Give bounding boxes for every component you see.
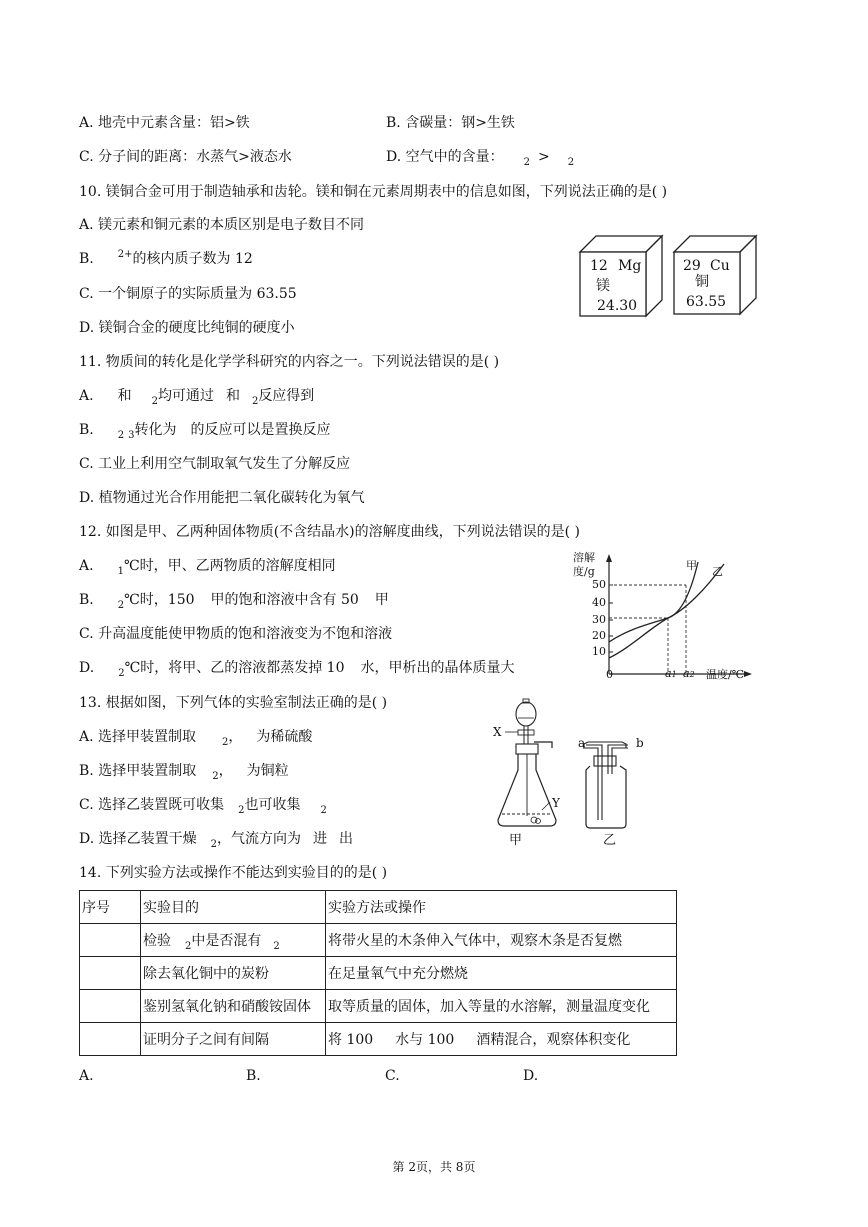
page-footer: 第 2页，共 8页 <box>392 1160 476 1174</box>
q13-option-d: D. 选择乙装置干燥 $_2$，气流方向为 进 出 <box>79 831 354 850</box>
q13-stem: 13. 根据如图，下列气体的实验室制法正确的是( ) <box>79 695 388 711</box>
table-row <box>80 1023 677 1056</box>
table-cell: 将带火星的木条伸入气体中，观察木条是否复燃 <box>326 924 677 957</box>
q11-option-a: A. 和 $_2$均可通过 和 $_2$反应得到 <box>79 388 315 407</box>
cu-mass: 63.55 <box>686 294 727 310</box>
q9-option-d: D. 空气中的含量： $_2$ > $_2$ <box>386 149 575 168</box>
graph-curve-yi-label: 乙 <box>712 565 723 578</box>
graph-xlabel: 温度/℃ <box>706 668 745 681</box>
graph-ytick-50: 50 <box>592 578 606 591</box>
graph-ytick-30: 30 <box>592 613 606 626</box>
graph-xtick-a2: a2 <box>683 667 695 680</box>
q11-stem: 11. 物质间的转化是化学学科研究的内容之一。下列说法错误的是( ) <box>79 354 500 370</box>
q9-option-b: B. 含碳量：钢>生铁 <box>386 115 515 131</box>
table-cell: 在足量氧气中充分燃烧 <box>326 957 677 990</box>
table-cell: 将 100 水与 100 酒精混合，观察体积变化 <box>326 1023 677 1056</box>
q13-option-c: C. 选择乙装置既可收集 $_2$也可收集 $_2$ <box>79 797 327 816</box>
q10-stem: 10. 镁铜合金可用于制造轴承和齿轮。镁和铜在元素周期表中的信息如图，下列说法正确的是( ) <box>79 184 668 200</box>
q11-option-d: D. 植物通过光合作用能把二氧化碳转化为氧气 <box>79 490 365 506</box>
cu-symbol: Cu <box>710 258 730 274</box>
fig-label-y: Y <box>552 796 560 810</box>
q12-stem: 12. 如图是甲、乙两种固体物质(不含结晶水)的溶解度曲线，下列说法错误的是( ) <box>79 524 581 540</box>
mg-number: 12 <box>590 258 608 274</box>
graph-xtick-a1: a1 <box>665 667 677 680</box>
q13-option-a: A. 选择甲装置制取 $_2$， 为稀硫酸 <box>79 729 313 748</box>
table-cell <box>80 990 141 1023</box>
q14-answer-d: D. <box>523 1068 539 1084</box>
mg-symbol: Mg <box>618 258 642 274</box>
table-row <box>80 990 677 1023</box>
q14-table <box>79 890 677 1056</box>
fig-label-a: a <box>578 736 586 750</box>
q12-option-b: B. $_2$℃时，150 甲的饱和溶液中含有 50 甲 <box>79 592 389 611</box>
table-cell: 除去氧化铜中的炭粉 <box>141 957 326 990</box>
q14-answer-c: C. <box>385 1068 400 1084</box>
table-row <box>80 957 677 990</box>
cu-name: 铜 <box>695 274 709 290</box>
mg-name: 镁 <box>596 278 610 294</box>
table-row <box>80 924 677 957</box>
fig-label-yi: 乙 <box>603 833 617 848</box>
q12-option-c: C. 升高温度能使甲物质的饱和溶液变为不饱和溶液 <box>79 626 393 642</box>
q14-answer-a: A. <box>79 1068 94 1084</box>
apparatus-figure <box>490 696 670 832</box>
q10-option-a: A. 镁元素和铜元素的本质区别是电子数目不同 <box>79 217 365 233</box>
q12-option-a: A. $_1$℃时，甲、乙两物质的溶解度相同 <box>79 558 336 577</box>
table-cell <box>80 1023 141 1056</box>
graph-ylabel-1: 溶解 <box>573 551 595 564</box>
table-cell: 取等质量的固体，加入等量的水溶解，测量温度变化 <box>326 990 677 1023</box>
q9-option-c: C. 分子间的距离：水蒸气>液态水 <box>79 149 292 165</box>
q10-option-c: C. 一个铜原子的实际质量为 63.55 <box>79 286 297 302</box>
q11-option-b: B. $_2$ $_3$转化为 的反应可以是置换反应 <box>79 422 331 441</box>
table-header-cell: 实验方法或操作 <box>326 891 677 924</box>
table-cell: 证明分子之间有间隔 <box>141 1023 326 1056</box>
q13-option-b: B. 选择甲装置制取 $_2$， 为铜粒 <box>79 763 289 782</box>
table-header-cell: 序号 <box>80 891 141 924</box>
table-header-cell: 实验目的 <box>141 891 326 924</box>
graph-origin: 0 <box>606 668 613 681</box>
table-header-row <box>80 891 677 924</box>
table-cell <box>80 924 141 957</box>
graph-curve-jia-label: 甲 <box>686 559 697 572</box>
graph-ytick-40: 40 <box>592 596 606 609</box>
fig-label-b: b <box>636 736 644 750</box>
graph-ylabel-2: 度/g <box>573 565 595 578</box>
q10-option-d: D. 镁铜合金的硬度比纯铜的硬度小 <box>79 320 295 336</box>
q9-option-a: A. 地壳中元素含量：铝>铁 <box>79 115 250 131</box>
q14-answer-b: B. <box>246 1068 261 1084</box>
mg-mass: 24.30 <box>597 298 638 314</box>
fig-label-jia: 甲 <box>509 833 523 848</box>
q14-stem: 14. 下列实验方法或操作不能达到实验目的的是( ) <box>79 865 388 881</box>
graph-ytick-10: 10 <box>592 645 606 658</box>
table-cell <box>80 957 141 990</box>
q12-option-d: D. $_2$℃时，将甲、乙的溶液都蒸发掉 10 水，甲析出的晶体质量大 <box>79 660 515 679</box>
cu-number: 29 <box>683 258 701 274</box>
table-cell: 鉴别氢氧化钠和硝酸铵固体 <box>141 990 326 1023</box>
q11-option-c: C. 工业上利用空气制取氧气发生了分解反应 <box>79 456 351 472</box>
graph-ytick-20: 20 <box>592 629 606 642</box>
q10-option-b: B. $^{2+}$的核内质子数为 12 <box>79 249 253 267</box>
fig-label-x: X <box>493 725 502 739</box>
table-cell: 检验 $_2$中是否混有 $_2$ <box>141 924 326 957</box>
